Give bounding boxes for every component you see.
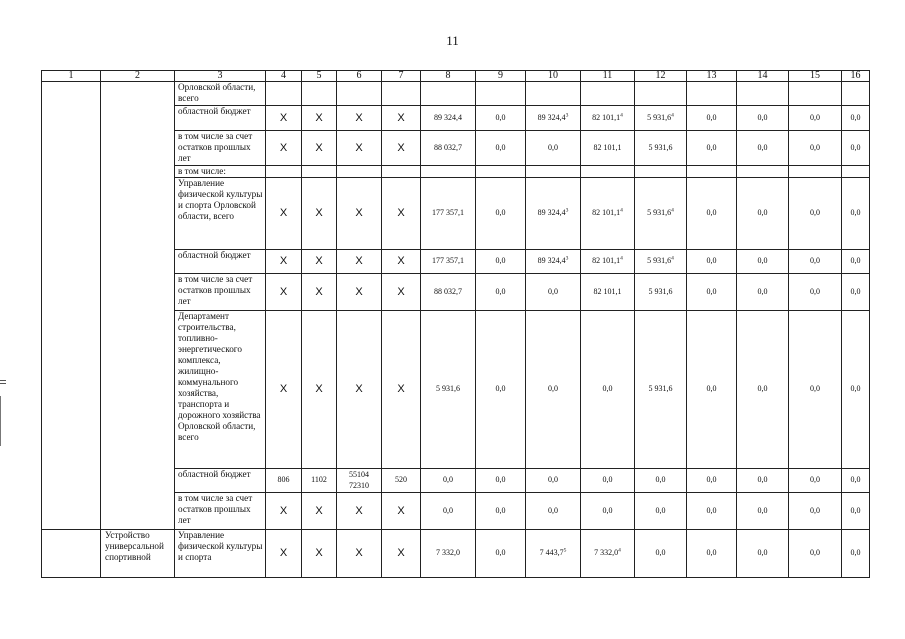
- code-cell: Х: [337, 274, 382, 311]
- value-cell: [526, 311, 581, 469]
- value-cell: 0,0: [687, 493, 737, 530]
- value-cell: [842, 166, 870, 178]
- code-cell: Х: [266, 250, 302, 274]
- code-cell: Х: [302, 530, 337, 578]
- value-cell: 0,0: [476, 106, 526, 131]
- value-cell: 0,0: [842, 493, 870, 530]
- cell-value: 0,0: [655, 475, 666, 485]
- value-cell: 0,0: [842, 178, 870, 250]
- code-cell: [382, 82, 421, 106]
- value-cell: [737, 82, 789, 106]
- value-cell: [635, 131, 687, 166]
- code-cell: [382, 166, 421, 178]
- row-label: областной бюджет: [175, 250, 266, 274]
- value-cell: [635, 166, 687, 178]
- code-cell: 806: [266, 469, 302, 493]
- event-name-cell: Устройство универсальной спортивной: [101, 530, 175, 578]
- value-cell: 0,0: [476, 493, 526, 530]
- cell-value: 5 931,6: [648, 384, 673, 394]
- value-cell: 89 324,4: [421, 106, 476, 131]
- cell-value: 0,0: [548, 505, 558, 515]
- value-cell: 0,0: [737, 311, 789, 469]
- code-cell: Х: [266, 493, 302, 530]
- cell-value: 0,0: [548, 142, 558, 152]
- value-cell: 0,0: [421, 469, 476, 493]
- code-cell: Х: [382, 530, 421, 578]
- code-cell: Х: [266, 178, 302, 250]
- value-cell: [635, 469, 687, 493]
- value-cell: [581, 469, 635, 493]
- value-cell: [581, 106, 635, 131]
- footnote-mark: 4: [620, 112, 623, 119]
- value-cell: [526, 131, 581, 166]
- code-cell: Х: [266, 274, 302, 311]
- value-cell: 0,0: [687, 311, 737, 469]
- value-cell: 7 332,0: [421, 530, 476, 578]
- code-cell: Х: [382, 493, 421, 530]
- code-cell: Х: [382, 311, 421, 469]
- value-cell: [635, 493, 687, 530]
- value-cell: 0,0: [842, 469, 870, 493]
- value-cell: 0,0: [737, 106, 789, 131]
- code-cell: Х: [382, 106, 421, 131]
- value-cell: [789, 166, 842, 178]
- value-cell: [581, 530, 635, 578]
- row-label: в том числе за счет остатков прошлых лет: [175, 493, 266, 530]
- row-label: в том числе за счет остатков прошлых лет: [175, 274, 266, 311]
- value-cell: 0,0: [842, 311, 870, 469]
- value-cell: [421, 82, 476, 106]
- column-header: 14: [737, 71, 789, 82]
- value-cell: [687, 82, 737, 106]
- binder-mark: [0, 396, 1, 446]
- footnote-mark: 4: [620, 207, 623, 214]
- value-cell: 0,0: [789, 311, 842, 469]
- column-header: 8: [421, 71, 476, 82]
- value-cell: [526, 82, 581, 106]
- code-cell: [266, 82, 302, 106]
- row-label: Управление физической культуры и спорта: [175, 530, 266, 578]
- column-header: 7: [382, 71, 421, 82]
- cell-value: 5 931,6: [648, 286, 673, 296]
- col2-cell: [101, 82, 175, 530]
- cell-value: 89 324,4: [537, 112, 566, 122]
- code-cell: Х: [266, 311, 302, 469]
- row-label: Орловской области, всего: [175, 82, 266, 106]
- row-label: Управление физической культуры и спорта Орловской области, всего: [175, 178, 266, 250]
- code-cell: 55104 72310: [337, 469, 382, 493]
- code-cell: Х: [382, 250, 421, 274]
- value-cell: 0,0: [842, 131, 870, 166]
- cell-value: 7 332,0: [594, 548, 619, 558]
- value-cell: [526, 106, 581, 131]
- row-label: областной бюджет: [175, 106, 266, 131]
- value-cell: [635, 106, 687, 131]
- value-cell: 0,0: [687, 131, 737, 166]
- column-header: 15: [789, 71, 842, 82]
- cell-value: 5 931,6: [647, 208, 672, 218]
- page-number: 11: [446, 33, 459, 48]
- cell-value: 5 931,6: [647, 112, 672, 122]
- value-cell: [526, 166, 581, 178]
- code-cell: Х: [266, 106, 302, 131]
- value-cell: [526, 178, 581, 250]
- value-cell: 0,0: [789, 106, 842, 131]
- value-cell: 0,0: [737, 178, 789, 250]
- cell-value: 82 101,1: [593, 286, 622, 296]
- value-cell: 0,0: [842, 530, 870, 578]
- code-cell: 520: [382, 469, 421, 493]
- column-header: 1: [42, 71, 101, 82]
- cell-value: 0,0: [548, 286, 558, 296]
- value-cell: 0,0: [789, 469, 842, 493]
- binder-mark: [0, 380, 6, 381]
- code-cell: Х: [337, 311, 382, 469]
- value-cell: 0,0: [476, 178, 526, 250]
- code-cell: Х: [337, 250, 382, 274]
- value-cell: 0,0: [737, 493, 789, 530]
- row-label: в том числе за счет остатков прошлых лет: [175, 131, 266, 166]
- value-cell: 0,0: [476, 274, 526, 311]
- code-cell: [302, 166, 337, 178]
- value-cell: [737, 166, 789, 178]
- value-cell: 5 931,6: [421, 311, 476, 469]
- value-cell: 177 357,1: [421, 178, 476, 250]
- code-cell: Х: [302, 131, 337, 166]
- value-cell: [526, 469, 581, 493]
- value-cell: 0,0: [789, 131, 842, 166]
- value-cell: [526, 274, 581, 311]
- code-cell: Х: [382, 178, 421, 250]
- footnote-mark: 4: [671, 112, 674, 119]
- table-row: [42, 530, 870, 578]
- code-cell: Х: [382, 131, 421, 166]
- footnote-mark: 4: [671, 207, 674, 214]
- cell-value: 82 101,1: [592, 208, 621, 218]
- column-header: 11: [581, 71, 635, 82]
- value-cell: [789, 82, 842, 106]
- value-cell: 0,0: [687, 274, 737, 311]
- column-header: 16: [842, 71, 870, 82]
- footnote-mark: 3: [565, 207, 569, 214]
- code-cell: Х: [302, 250, 337, 274]
- code-cell: [337, 82, 382, 106]
- value-cell: 177 357,1: [421, 250, 476, 274]
- cell-value: 7 443,7: [539, 548, 564, 558]
- value-cell: 0,0: [789, 178, 842, 250]
- column-header: 13: [687, 71, 737, 82]
- code-cell: Х: [266, 530, 302, 578]
- value-cell: [635, 311, 687, 469]
- footnote-mark: 3: [565, 255, 569, 262]
- column-header: 5: [302, 71, 337, 82]
- code-cell: Х: [302, 493, 337, 530]
- value-cell: 0,0: [789, 530, 842, 578]
- footnote-mark: 3: [565, 112, 569, 119]
- cell-value: 82 101,1: [593, 142, 622, 152]
- value-cell: 0,0: [737, 131, 789, 166]
- value-cell: 0,0: [687, 250, 737, 274]
- value-cell: 0,0: [476, 469, 526, 493]
- col1-cell: [42, 82, 101, 530]
- value-cell: [581, 250, 635, 274]
- column-header: 10: [526, 71, 581, 82]
- cell-value: 82 101,1: [592, 112, 621, 122]
- value-cell: 0,0: [842, 250, 870, 274]
- col1-cell: [42, 530, 101, 578]
- code-cell: Х: [302, 274, 337, 311]
- value-cell: [687, 166, 737, 178]
- code-cell: Х: [266, 131, 302, 166]
- column-header: 2: [101, 71, 175, 82]
- value-cell: [526, 250, 581, 274]
- code-cell: Х: [302, 106, 337, 131]
- column-header: 9: [476, 71, 526, 82]
- code-cell: [302, 82, 337, 106]
- code-cell: Х: [337, 493, 382, 530]
- value-cell: [421, 166, 476, 178]
- cell-value: 5 931,6: [647, 256, 672, 266]
- value-cell: [635, 530, 687, 578]
- cell-value: 0,0: [602, 384, 613, 394]
- value-cell: [635, 178, 687, 250]
- value-cell: 0,0: [789, 274, 842, 311]
- value-cell: 0,0: [421, 493, 476, 530]
- value-cell: 0,0: [737, 530, 789, 578]
- value-cell: 0,0: [737, 274, 789, 311]
- value-cell: [476, 82, 526, 106]
- value-cell: [635, 82, 687, 106]
- value-cell: 0,0: [687, 178, 737, 250]
- footnote-mark: 4: [620, 255, 623, 262]
- code-cell: Х: [337, 178, 382, 250]
- budget-table: [41, 70, 870, 578]
- value-cell: 0,0: [789, 250, 842, 274]
- column-header: 12: [635, 71, 687, 82]
- binder-mark: [0, 383, 6, 384]
- cell-value: 5 931,6: [648, 142, 673, 152]
- value-cell: [842, 82, 870, 106]
- table-row: [42, 82, 870, 106]
- value-cell: 0,0: [737, 250, 789, 274]
- cell-value: 89 324,4: [537, 256, 566, 266]
- value-cell: 0,0: [476, 131, 526, 166]
- row-label: областной бюджет: [175, 469, 266, 493]
- value-cell: [581, 274, 635, 311]
- value-cell: 0,0: [687, 469, 737, 493]
- code-cell: Х: [337, 131, 382, 166]
- value-cell: 88 032,7: [421, 274, 476, 311]
- value-cell: [526, 530, 581, 578]
- column-header: 6: [337, 71, 382, 82]
- footnote-mark: 5: [563, 547, 567, 554]
- value-cell: 88 032,7: [421, 131, 476, 166]
- header-row: [42, 71, 870, 82]
- value-cell: 0,0: [737, 469, 789, 493]
- value-cell: [635, 274, 687, 311]
- cell-value: 89 324,4: [537, 208, 566, 218]
- value-cell: [526, 493, 581, 530]
- column-header: 3: [175, 71, 266, 82]
- value-cell: 0,0: [476, 311, 526, 469]
- column-header: 4: [266, 71, 302, 82]
- value-cell: [581, 311, 635, 469]
- value-cell: 0,0: [476, 250, 526, 274]
- value-cell: [581, 493, 635, 530]
- cell-value: 0,0: [655, 505, 666, 515]
- value-cell: 0,0: [789, 493, 842, 530]
- value-cell: 0,0: [687, 106, 737, 131]
- value-cell: 0,0: [476, 530, 526, 578]
- value-cell: [581, 131, 635, 166]
- code-cell: 1102: [302, 469, 337, 493]
- footnote-mark: 4: [618, 547, 621, 554]
- value-cell: 0,0: [842, 106, 870, 131]
- cell-value: 82 101,1: [592, 256, 621, 266]
- cell-value: 0,0: [602, 505, 613, 515]
- value-cell: [476, 166, 526, 178]
- code-cell: Х: [302, 178, 337, 250]
- value-cell: [581, 166, 635, 178]
- value-cell: [581, 82, 635, 106]
- code-cell: [266, 166, 302, 178]
- row-label: в том числе:: [175, 166, 266, 178]
- cell-value: 0,0: [548, 384, 558, 394]
- code-cell: Х: [337, 530, 382, 578]
- code-cell: [337, 166, 382, 178]
- row-label: Департамент строительства, топливно-энергетического комплекса, жилищно-коммунального хозяйства, транспорта и дорожного хозяйства Орловской области, всего: [175, 311, 266, 469]
- footnote-mark: 4: [671, 255, 674, 262]
- cell-value: 0,0: [655, 548, 666, 558]
- cell-value: 0,0: [602, 475, 613, 485]
- cell-value: 0,0: [548, 475, 558, 485]
- code-cell: Х: [382, 274, 421, 311]
- value-cell: 0,0: [687, 530, 737, 578]
- value-cell: [581, 178, 635, 250]
- code-cell: Х: [302, 311, 337, 469]
- value-cell: [635, 250, 687, 274]
- code-cell: Х: [337, 106, 382, 131]
- value-cell: 0,0: [842, 274, 870, 311]
